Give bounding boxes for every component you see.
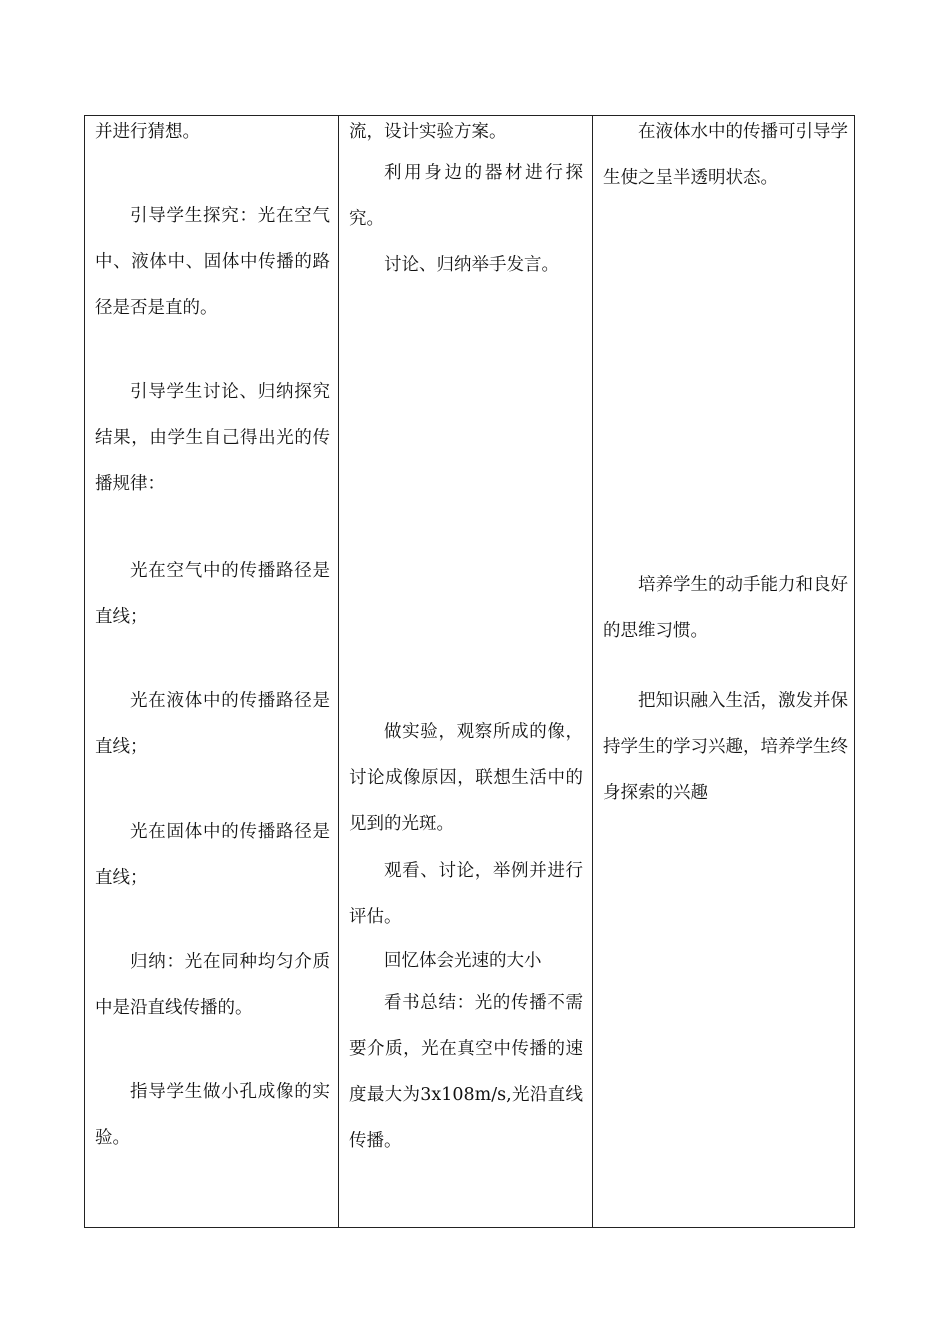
paragraph: 归纳：光在同种均匀介质中是沿直线传播的。 [95, 952, 330, 1018]
paragraph: 引导学生探究：光在空气中、液体中、固体中传播的路径是否是直的。 [95, 206, 330, 318]
design-intent-column [593, 116, 856, 1227]
student-activity-column [339, 116, 592, 1227]
paragraph: 做实验，观察所成的像，讨论成像原因，联想生活中的见到的光斑。 [349, 722, 583, 834]
paragraph: 指导学生做小孔成像的实验。 [95, 1082, 330, 1148]
paragraph: 讨论、归纳举手发言。 [384, 255, 559, 275]
paragraph: 并进行猜想。 [95, 122, 200, 142]
paragraph: 流，设计实验方案。 [349, 122, 507, 142]
paragraph: 利用身边的器材进行探究。 [349, 163, 583, 229]
paragraph: 回忆体会光速的大小 [384, 951, 542, 971]
paragraph: 光在固体中的传播路径是直线； [95, 822, 330, 888]
paragraph: 光在液体中的传播路径是直线； [95, 691, 330, 757]
paragraph: 把知识融入生活，激发并保持学生的学习兴趣，培养学生终身探索的兴趣 [603, 691, 848, 803]
lesson-plan-table [84, 115, 855, 1228]
paragraph: 观看、讨论，举例并进行评估。 [349, 861, 583, 927]
paragraph: 看书总结：光的传播不需要介质，光在真空中传播的速度最大为3x108m/s,光沿直线传播。 [349, 993, 583, 1151]
paragraph: 引导学生讨论、归纳探究结果，由学生自己得出光的传播规律： [95, 382, 330, 494]
teacher-activity-column [85, 116, 338, 1227]
paragraph: 在液体水中的传播可引导学生使之呈半透明状态。 [603, 122, 848, 188]
paragraph: 培养学生的动手能力和良好的思维习惯。 [603, 575, 848, 641]
paragraph: 光在空气中的传播路径是直线； [95, 561, 330, 627]
